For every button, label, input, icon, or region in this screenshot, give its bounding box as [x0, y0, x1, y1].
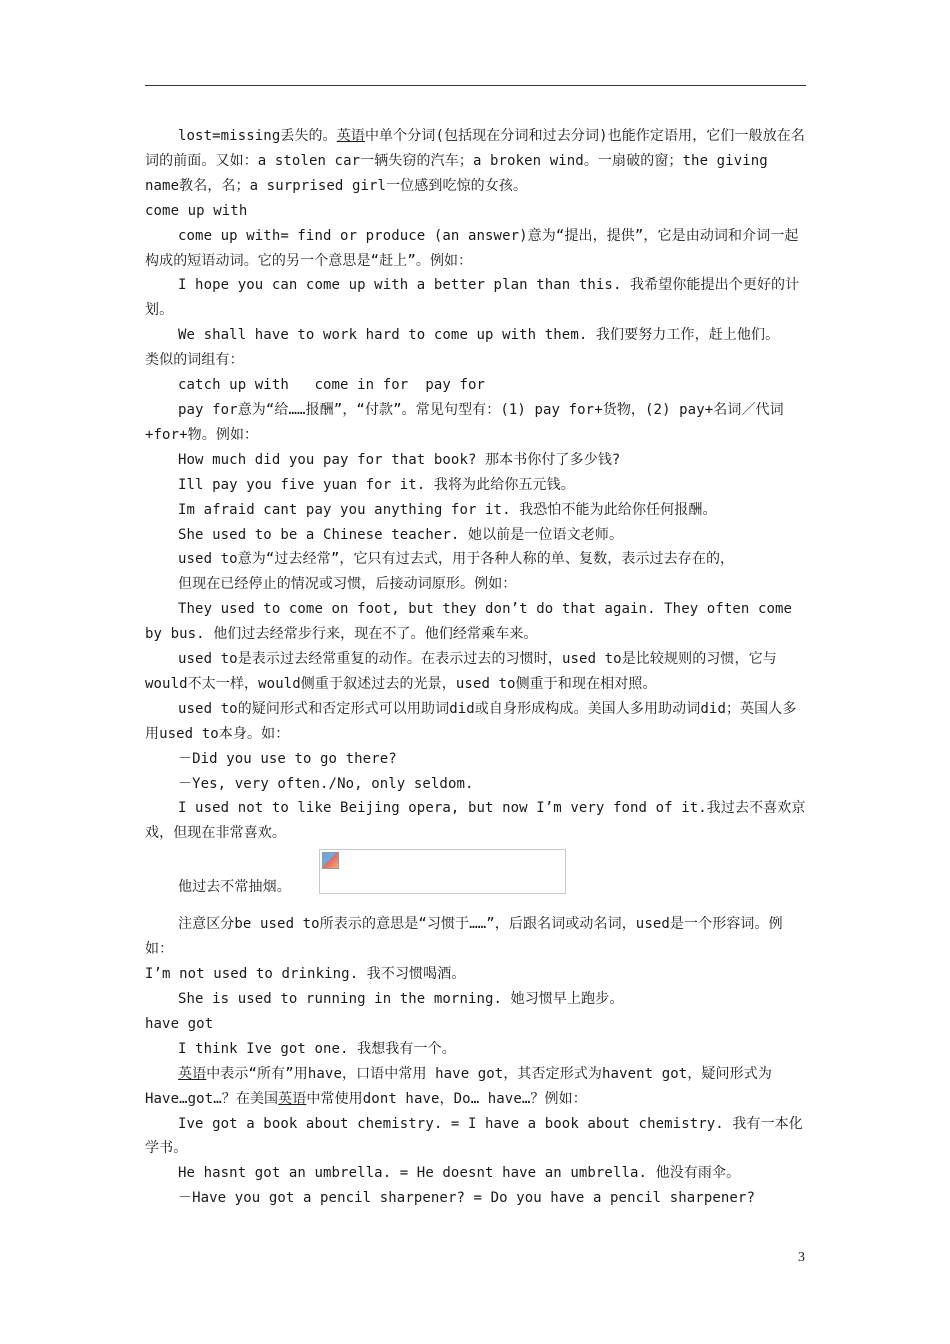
example-sentence: He hasnt got an umbrella. = He doesnt have an umbrella. 他没有雨伞。 [178, 1165, 741, 1182]
paragraph-used-to-forms: used to的疑问形式和否定形式可以用助词did或自身形成构成。美国人多用助动词did；英国人多用used to本身。如： [145, 700, 797, 742]
example-sentence: She used to be a Chinese teacher. 她以前是一位语文老师。 [178, 526, 624, 543]
body-text [145, 124, 806, 1211]
example-sentence: Ill pay you five yuan for it. 我将为此给你五元钱。 [178, 476, 575, 493]
text: 中表示“所有”用have，口语中常用 have got，其否定形式为havent got，疑问形式为Have…got…？在美国 [145, 1065, 772, 1107]
example-sentence: We shall have to work hard to come up with them. 我们要努力工作，赶上他们。 [178, 327, 780, 344]
paragraph-pay-for: pay for意为“给……报酬”，“付款”。常见句型有：(1) pay for+货物，(2) pay+名词／代词+for+物。例如： [145, 401, 784, 443]
similar-phrases-label: 类似的词组有： [145, 352, 244, 369]
example-sentence: I used not to like Beijing opera, but now I’m very fond of it.我过去不喜欢京戏，但现在非常喜欢。 [145, 800, 806, 842]
broken-image [319, 849, 566, 894]
image-row [145, 846, 806, 912]
dialogue-line: －Did you use to go there? [178, 750, 397, 767]
text: 中单个分词(包括现在分词和过去分词)也能作定语用，它们一般放在名词的前面。又如：a stolen car一辆失窃的汽车；a broken wind。一扇破的窗；the giving name教名，名；a surprised girl一位感到吃惊的女孩。 [145, 128, 806, 194]
link-yingyu[interactable]: 英语 [178, 1065, 207, 1082]
dialogue-line: －Yes, very often./No, only seldom. [178, 775, 474, 792]
similar-phrases: catch up with come in for pay for [178, 377, 486, 394]
text: 中常使用dont have，Do… have…？例如： [306, 1090, 587, 1107]
example-sentence: I think Ive got one. 我想我有一个。 [178, 1040, 456, 1057]
link-yingyu[interactable]: 英语 [336, 128, 365, 144]
paragraph-used-to: used to意为“过去经常”，它只有过去式，用于各种人称的单、复数，表示过去存在的， [178, 551, 735, 568]
example-sentence: She is used to running in the morning. 她习惯早上跑步。 [178, 991, 624, 1007]
example-sentence: －Have you got a pencil sharpener? = Do you have a pencil sharpener? [178, 1190, 755, 1207]
paragraph-come-up-with: come up with= find or produce (an answer)意为“提出，提供”，它是由动词和介词一起构成的短语动词。它的另一个意思是“赶上”。例如： [145, 227, 799, 269]
heading-have-got: have got [145, 1015, 214, 1032]
text: lost=missing丢失的。 [178, 128, 337, 144]
example-sentence: How much did you pay for that book? 那本书你付了多少钱? [178, 451, 621, 468]
example-sentence: I hope you can come up with a better plan than this. 我希望你能提出个更好的计划。 [145, 277, 800, 319]
paragraph-used-to-habit: used to是表示过去经常重复的动作。在表示过去的习惯时，used to是比较规则的习惯，它与would不太一样，would侧重于叙述过去的光景，used to侧重于和现在相对照。 [145, 651, 777, 692]
link-yingyu[interactable]: 英语 [278, 1090, 307, 1107]
image-caption: 他过去不常抽烟。 [178, 879, 291, 896]
example-sentence: Im afraid cant pay you anything for it. 我恐怕不能为此给你任何报酬。 [178, 501, 717, 518]
paragraph-be-used-to: 注意区分be used to所表示的意思是“习惯于……”，后跟名词或动名词，used是一个形容词。例如： [145, 916, 783, 958]
paragraph-lost-missing [145, 124, 806, 199]
header-rule [145, 85, 806, 86]
paragraph-used-to-cont: 但现在已经停止的情况或习惯，后接动词原形。例如： [178, 576, 517, 593]
broken-image-icon [322, 852, 339, 869]
example-sentence: Ive got a book about chemistry. = I have a book about chemistry. 我有一本化学书。 [145, 1115, 803, 1157]
page-number: 3 [798, 1250, 805, 1265]
example-sentence: They used to come on foot, but they don’t do that again. They often come by bus. 他们过去经常步行来，现在不了。他们经常乘车来。 [145, 601, 793, 643]
example-sentence: I’m not used to drinking. 我不习惯喝酒。 [145, 966, 466, 983]
paragraph-have-got [145, 1062, 806, 1112]
heading-come-up-with: come up with [145, 202, 248, 219]
